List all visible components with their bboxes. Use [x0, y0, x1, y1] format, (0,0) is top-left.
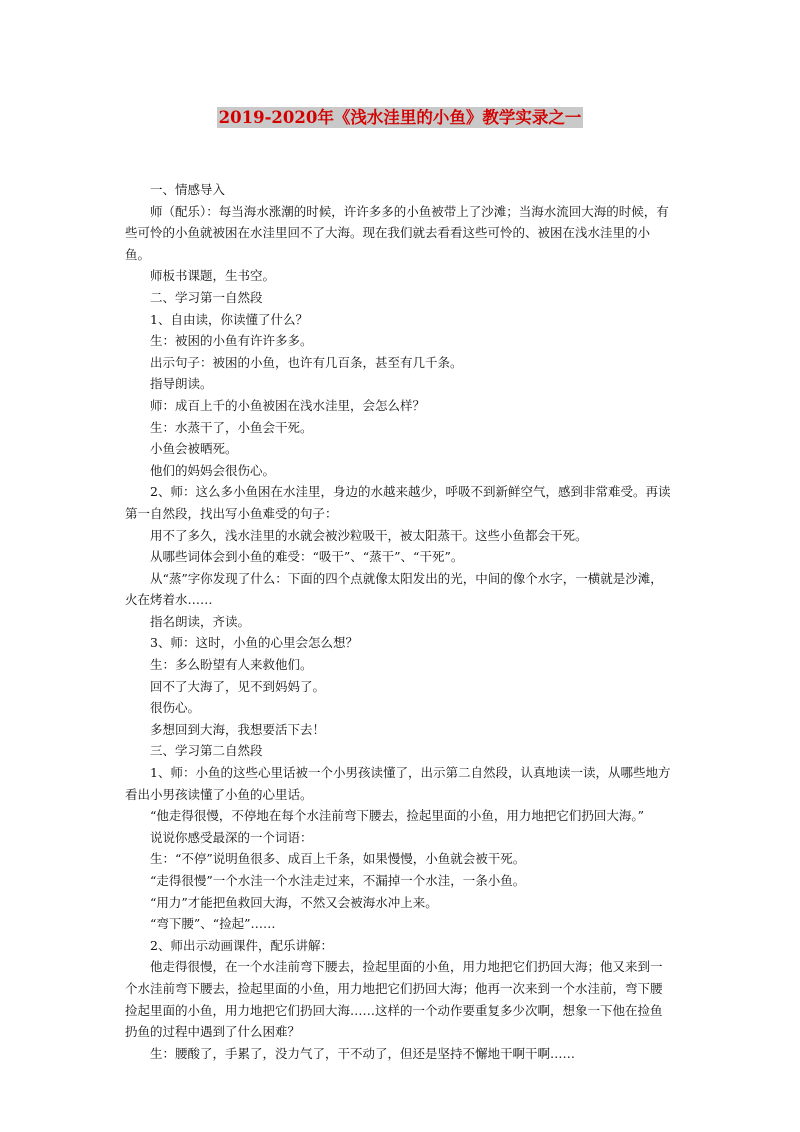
- paragraph: “用力”才能把鱼救回大海，不然又会被海水冲上来。: [150, 894, 438, 910]
- paragraph: 生：水蒸干了，小鱼会干死。: [150, 419, 313, 435]
- paragraph: 很伤心。: [150, 700, 201, 716]
- paragraph: 2、师出示动画课件，配乐讲解：: [150, 937, 333, 953]
- paragraph: 师：成百上千的小鱼被困在浅水洼里，会怎么样？: [150, 397, 426, 413]
- paragraph: 三、学习第二自然段: [150, 743, 263, 759]
- paragraph: 出示句子：被困的小鱼，也许有几百条，甚至有几千条。: [150, 354, 463, 370]
- paragraph: 多想回到大海，我想要活下去！: [150, 721, 326, 737]
- paragraph: 师（配乐）：每当海水涨潮的时候，许许多多的小鱼被带上了沙滩；当海水流回大海的时候，有些可怜的小鱼就被困在水洼里回不了大海。现在我们就去看看这些可怜的、被困在浅水洼里的小鱼。: [125, 203, 669, 262]
- paragraph: 1、自由读，你读懂了什么？: [150, 311, 308, 327]
- paragraph: “弯下腰”、“捡起”……: [150, 916, 276, 932]
- document-body: [125, 179, 673, 1064]
- paragraph: 指导朗读。: [150, 376, 213, 392]
- paragraph: 二、学习第一自然段: [150, 289, 263, 305]
- paragraph: 他们的妈妈会很伤心。: [150, 462, 276, 478]
- paragraph: 生：“不停”说明鱼很多、成百上千条，如果慢慢，小鱼就会被干死。: [150, 851, 526, 867]
- paragraph: “走得很慢”一个水洼一个水洼走过来，不漏掉一个水洼，一条小鱼。: [150, 873, 526, 888]
- paragraph: 从“蒸”字你发现了什么：下面的四个点就像太阳发出的光，中间的像个水字，一横就是沙滩，火在烤着水……: [125, 570, 663, 608]
- paragraph: 用不了多久，浅水洼里的水就会被沙粒吸干，被太阳蒸干。这些小鱼都会干死。: [150, 527, 588, 543]
- paragraph: 从哪些词体会到小鱼的难受：“吸干”、“蒸干”、“干死”。: [150, 549, 464, 565]
- paragraph: 指名朗读，齐读。: [150, 613, 251, 629]
- paragraph: 他走得很慢，在一个水洼前弯下腰去，捡起里面的小鱼，用力地把它们扔回大海；他又来到一个水洼前弯下腰去，捡起里面的小鱼，用力地把它们扔回大海；他再一次来到一个水洼前，弯下腰捡起里面的小鱼，用力地把它们扔回大海……这样的一个动作要重复多少次啊，想象一下他在捡鱼扔鱼的过程中遇到了什么困难？: [125, 959, 663, 1040]
- paragraph: 生：腰酸了，手累了，没力气了，干不动了，但还是坚持不懈地干啊干啊……: [150, 1045, 576, 1061]
- paragraph: 生：被困的小鱼有许许多多。: [150, 333, 313, 349]
- paragraph: 2、师：这么多小鱼困在水洼里，身边的水越来越少，呼吸不到新鲜空气，感到非常难受。再读第一自然段，找出写小鱼难受的句子：: [125, 484, 671, 521]
- paragraph: 回不了大海了，见不到妈妈了。: [150, 678, 326, 694]
- paragraph: 说说你感受最深的一个词语：: [150, 829, 313, 845]
- paragraph: “他走得很慢，不停地在每个水洼前弯下腰去，捡起里面的小鱼，用力地把它们扔回大海。”: [150, 808, 645, 824]
- paragraph: 1、师：小鱼的这些心里话被一个小男孩读懂了，出示第二自然段，认真地读一读，从哪些地方看出小男孩读懂了小鱼的心里话。: [125, 765, 671, 802]
- paragraph: 一、情感导入: [150, 182, 226, 197]
- paragraph: 3、师：这时，小鱼的心里会怎么想？: [150, 635, 358, 651]
- paragraph: 师板书课题，生书空。: [150, 268, 276, 284]
- document-title: [0, 104, 800, 128]
- title-text: 2019-2020年《浅水洼里的小鱼》教学实录之一: [218, 108, 582, 127]
- paragraph: 小鱼会被晒死。: [150, 441, 238, 457]
- paragraph: 生：多么盼望有人来救他们。: [150, 657, 313, 673]
